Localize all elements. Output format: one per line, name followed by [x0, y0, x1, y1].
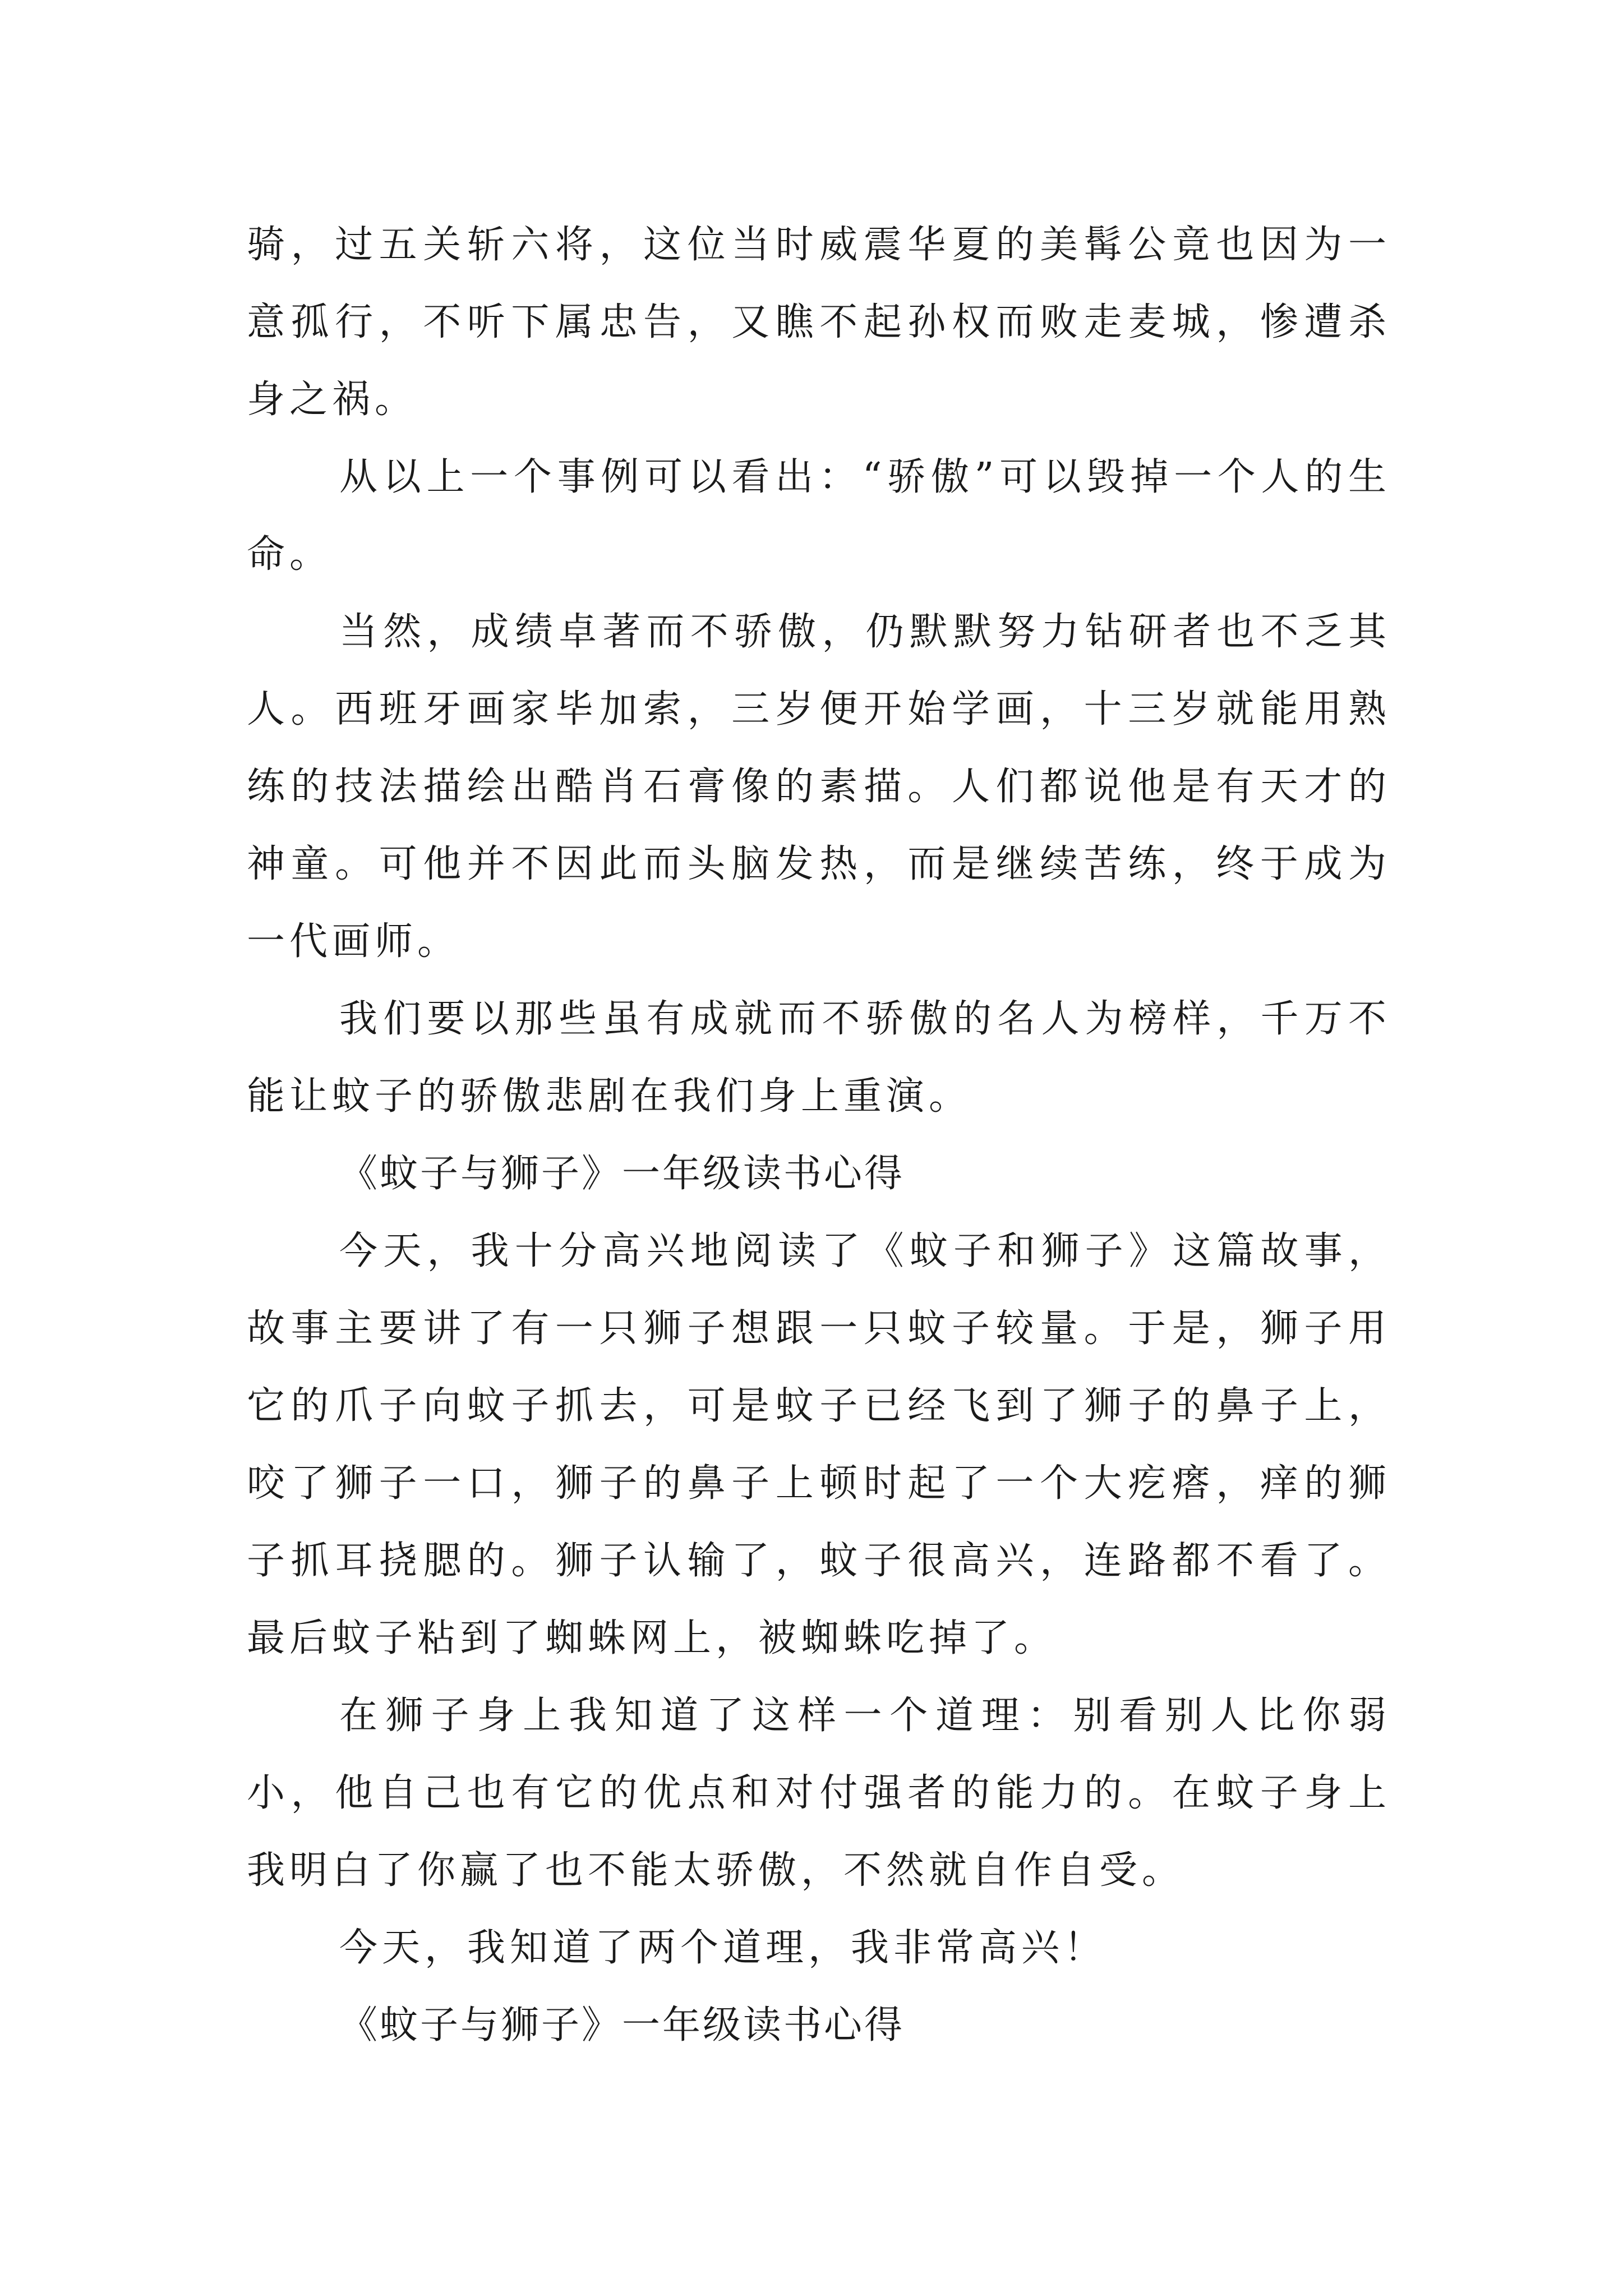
paragraph-picasso-example: 当然，成绩卓著而不骄傲，仍默默努力钻研者也不乏其人。西班牙画家毕加索，三岁便开始学画，十三岁就能用熟练的技法描绘出酷肖石膏像的素描。人们都说他是有天才的神童。可他并不因此而头脑发热，而是继续苦练，终于成为一代画师。: [247, 610, 1391, 964]
paragraph-pride-conclusion: 从以上一个事例可以看出：“骄傲”可以毁掉一个人的生命。: [247, 455, 1391, 577]
paragraph-story-summary: 今天，我十分高兴地阅读了《蚊子和狮子》这篇故事，故事主要讲了有一只狮子想跟一只蚊子较量。于是，狮子用它的爪子向蚊子抓去，可是蚊子已经飞到了狮子的鼻子上，咬了狮子一口，狮子的鼻子上顿时起了一个大疙瘩，痒的狮子抓耳挠腮的。狮子认输了，蚊子很高兴，连路都不看了。最后蚊子粘到了蜘蛛网上，被蜘蛛吃掉了。: [247, 1229, 1391, 1660]
paragraph-role-models: 我们要以那些虽有成就而不骄傲的名人为榜样，千万不能让蚊子的骄傲悲剧在我们身上重演。: [247, 997, 1391, 1119]
paragraph-guan-yu-story: 骑，过五关斩六将，这位当时威震华夏的美髯公竟也因为一意孤行，不听下属忠告，又瞧不起孙权而败走麦城，惨遭杀身之祸。: [247, 223, 1391, 422]
section-heading-reading-notes: 《蚊子与狮子》一年级读书心得: [339, 1152, 905, 1196]
paragraph-closing: 今天，我知道了两个道理，我非常高兴！: [339, 1926, 1107, 1970]
paragraph-lessons-learned: 在狮子身上我知道了这样一个道理：别看别人比你弱小，他自己也有它的优点和对付强者的能力的。在蚊子身上我明白了你赢了也不能太骄傲，不然就自作自受。: [247, 1694, 1391, 1893]
document-body: [247, 206, 1391, 2064]
section-heading-reading-notes-repeat: 《蚊子与狮子》一年级读书心得: [339, 2003, 905, 2047]
